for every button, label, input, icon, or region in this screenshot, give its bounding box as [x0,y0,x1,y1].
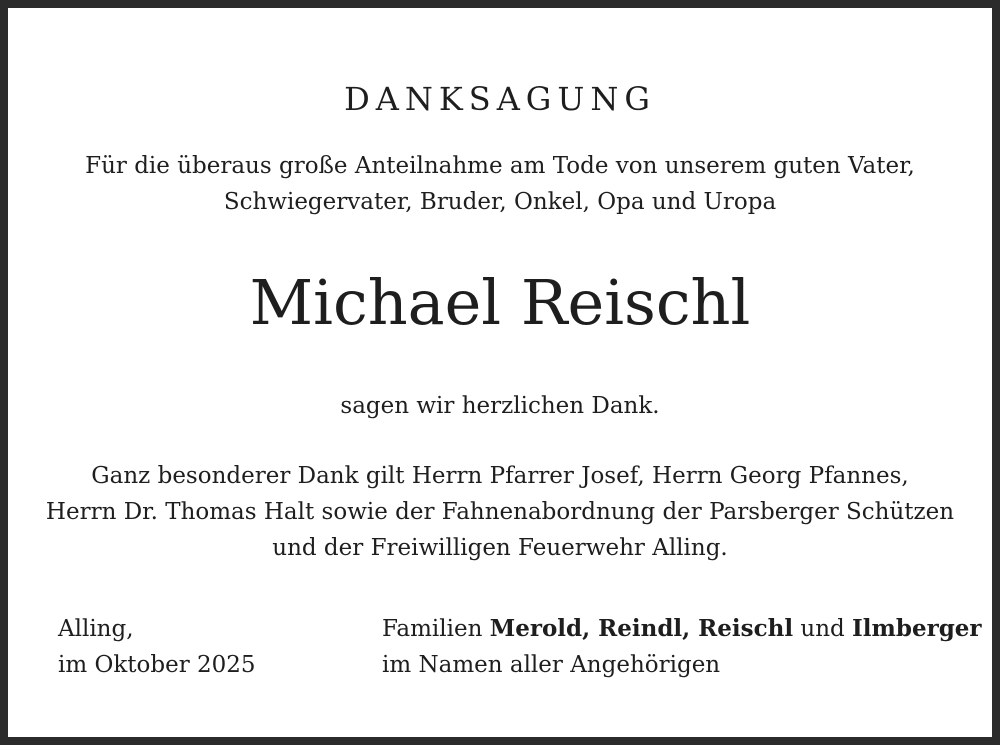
obituary-notice [8,8,992,737]
special-thanks-line: Herrn Dr. Thomas Halt sowie der Fahnenabordnung der Parsberger Schützen [45,499,955,525]
place-and-date [58,611,256,683]
families-prefix: Familien [382,616,483,642]
notice-heading: DANKSAGUNG [344,80,656,118]
date: im Oktober 2025 [58,652,256,678]
families-signature [382,611,982,683]
intro-text [8,148,992,220]
deceased-name: Michael Reischl [249,266,751,339]
special-thanks-line: und der Freiwilligen Feuerwehr Alling. [272,535,728,561]
intro-line: Für die überaus große Anteilnahme am Tode von unserem guten Vater, [85,153,915,179]
families-closing: im Namen aller Angehörigen [382,652,721,678]
thanks-text: sagen wir herzlichen Dank. [340,393,660,419]
place: Alling, [58,616,134,642]
special-thanks-text [8,458,992,566]
intro-line: Schwiegervater, Bruder, Onkel, Opa und Uropa [223,189,777,215]
family-last-name: Ilmberger [852,615,982,642]
special-thanks-line: Ganz besonderer Dank gilt Herrn Pfarrer Josef, Herrn Georg Pfannes, [91,463,909,489]
families-conjunction: und [800,616,845,642]
families-line [382,611,982,647]
family-names: Merold, Reindl, Reischl [489,615,794,642]
